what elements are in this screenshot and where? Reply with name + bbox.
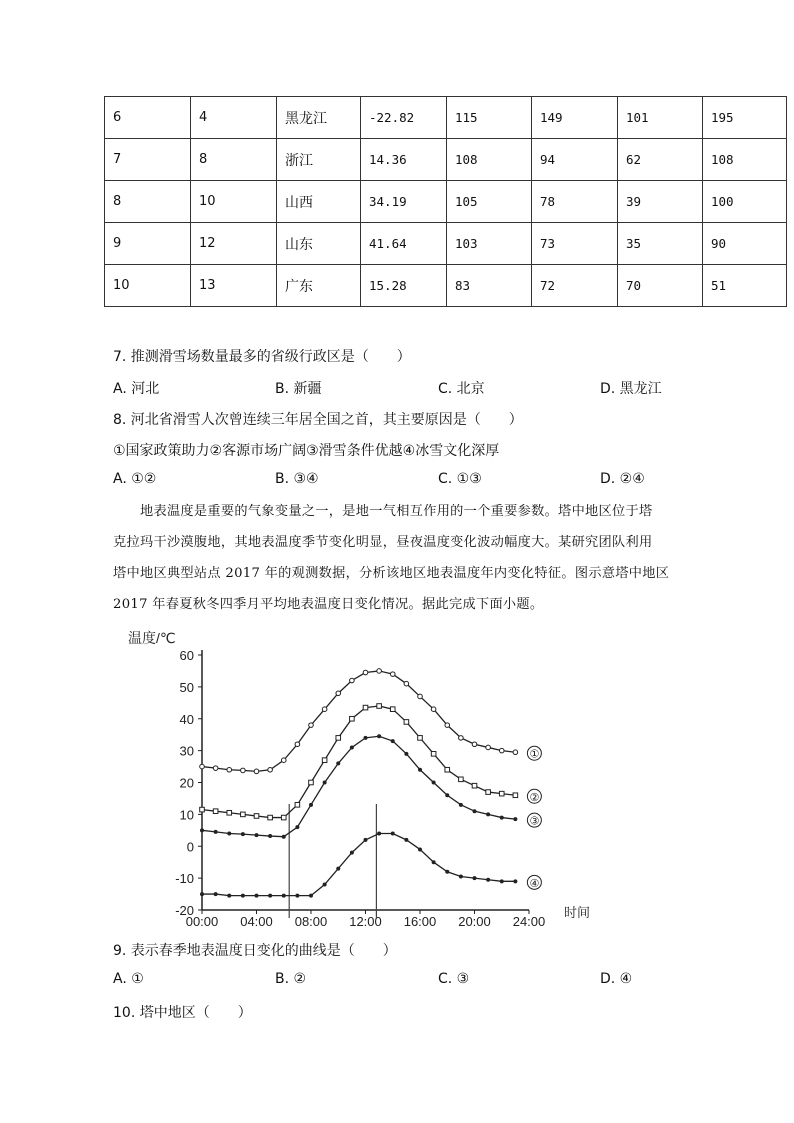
data-point <box>295 742 300 747</box>
data-point <box>377 669 382 674</box>
data-point <box>350 745 354 749</box>
data-point <box>241 812 246 817</box>
data-point <box>500 816 504 820</box>
x-tick-label: 12:00 <box>349 914 382 929</box>
table-cell: 黑龙江 <box>277 97 361 139</box>
table-cell: 108 <box>447 139 532 181</box>
data-point <box>459 875 463 879</box>
q7-option-a[interactable]: A. 河北 <box>113 381 160 397</box>
table-cell: 13 <box>191 265 277 307</box>
data-point <box>309 780 314 785</box>
table-cell: 8 <box>105 181 191 223</box>
q7-option-c[interactable]: C. 北京 <box>438 381 485 397</box>
table-cell: 12 <box>191 223 277 265</box>
x-tick-label: 24:00 <box>512 914 546 929</box>
series-label: ④ <box>529 877 540 890</box>
data-point <box>472 783 477 788</box>
data-point <box>268 834 272 838</box>
table-row <box>105 139 787 181</box>
data-point <box>350 716 355 721</box>
table-cell: 62 <box>618 139 703 181</box>
data-point <box>364 736 368 740</box>
data-point <box>281 815 286 820</box>
q8-option-d[interactable]: D. ②④ <box>600 471 645 487</box>
x-tick-label: 00:00 <box>185 914 219 929</box>
data-point <box>432 781 436 785</box>
table-cell: 90 <box>703 223 787 265</box>
data-point <box>323 781 327 785</box>
q8-option-a[interactable]: A. ①② <box>113 471 157 487</box>
table-cell: 105 <box>447 181 532 223</box>
question-10-stem: 10. 塔中地区（ ） <box>113 1005 252 1021</box>
table-cell: 73 <box>532 223 618 265</box>
question-7-stem: 7. 推测滑雪场数量最多的省级行政区是（ ） <box>113 349 411 365</box>
data-point <box>445 793 449 797</box>
data-point <box>445 767 450 772</box>
table-cell: 39 <box>618 181 703 223</box>
data-point <box>472 742 477 747</box>
table-cell: 51 <box>703 265 787 307</box>
table-cell: 山东 <box>277 223 361 265</box>
q8-option-b[interactable]: B. ③④ <box>275 471 319 487</box>
q9-option-c[interactable]: C. ③ <box>438 971 470 987</box>
data-point <box>213 766 218 771</box>
data-point <box>431 752 436 757</box>
y-tick-label: 10 <box>179 807 194 823</box>
data-point <box>500 879 504 883</box>
data-point <box>322 707 327 712</box>
x-tick-label: 08:00 <box>294 914 328 929</box>
data-point <box>309 894 313 898</box>
data-point <box>432 860 436 864</box>
y-tick-label: 60 <box>179 648 194 663</box>
data-point <box>445 723 450 728</box>
data-point <box>322 758 327 763</box>
passage <box>113 496 693 620</box>
table-cell: 94 <box>532 139 618 181</box>
y-tick-label: 20 <box>179 775 194 791</box>
data-point <box>255 894 259 898</box>
data-point <box>364 838 368 842</box>
table-row <box>105 181 787 223</box>
series-label: ② <box>529 791 540 804</box>
data-point <box>282 835 286 839</box>
table-cell: 78 <box>532 181 618 223</box>
series-line <box>202 671 515 771</box>
question-8-stem: 8. 河北省滑雪人次曾连续三年居全国之首，其主要原因是（ ） <box>113 412 523 428</box>
data-point <box>227 894 231 898</box>
data-point <box>241 768 246 773</box>
data-point <box>418 736 423 741</box>
data-point <box>418 847 422 851</box>
q9-option-d[interactable]: D. ④ <box>600 971 633 987</box>
table-cell: 34.19 <box>361 181 447 223</box>
data-point <box>336 761 340 765</box>
q7-option-b[interactable]: B. 新疆 <box>275 381 322 397</box>
table-cell: 7 <box>105 139 191 181</box>
data-point <box>391 739 395 743</box>
series-line <box>202 706 515 818</box>
table-cell: 70 <box>618 265 703 307</box>
data-point <box>513 793 518 798</box>
y-tick-label: 40 <box>179 711 194 727</box>
data-point <box>295 825 299 829</box>
x-tick-label: 20:00 <box>458 914 491 929</box>
data-point <box>255 833 259 837</box>
y-tick-label: -20 <box>175 903 194 918</box>
y-axis-label: 温度/℃ <box>128 630 176 646</box>
data-point <box>241 832 245 836</box>
data-point <box>431 707 436 712</box>
data-point <box>200 807 205 812</box>
data-point <box>404 720 409 725</box>
q9-option-a[interactable]: A. ① <box>113 971 144 987</box>
data-point <box>309 723 314 728</box>
table-cell: 149 <box>532 97 618 139</box>
data-point <box>363 705 368 710</box>
table-cell: 103 <box>447 223 532 265</box>
data-point <box>473 809 477 813</box>
passage-line: 地表温度是重要的气象变量之一，是地一气相互作用的一个重要参数。塔中地区位于塔 <box>113 504 653 519</box>
data-point <box>336 691 341 696</box>
q8-option-c[interactable]: C. ①③ <box>438 471 482 487</box>
table-row <box>105 97 787 139</box>
data-point <box>350 678 355 683</box>
data-point <box>323 883 327 887</box>
data-point <box>377 704 382 709</box>
data-point <box>459 803 463 807</box>
table-cell: 6 <box>105 97 191 139</box>
passage-line: 2017 年春夏秋冬四季月平均地表温度日变化情况。据此完成下面小题。 <box>113 597 544 612</box>
data-point <box>268 767 273 772</box>
series-line <box>202 736 515 836</box>
passage-line: 克拉玛干沙漠腹地，其地表温度季节变化明显，昼夜温度变化波动幅度大。某研究团队利用 <box>113 535 653 550</box>
table-cell: 9 <box>105 223 191 265</box>
table-cell: 72 <box>532 265 618 307</box>
data-point <box>499 791 504 796</box>
table-cell: -22.82 <box>361 97 447 139</box>
data-point <box>282 894 286 898</box>
series-2 <box>200 704 542 820</box>
q7-option-d[interactable]: D. 黑龙江 <box>600 381 662 397</box>
data-point <box>459 736 464 741</box>
table-cell: 83 <box>447 265 532 307</box>
x-tick-label: 16:00 <box>403 914 437 929</box>
temperature-chart <box>112 624 612 930</box>
y-tick-label: 30 <box>179 743 194 759</box>
series-label: ① <box>529 748 540 761</box>
data-point <box>513 879 517 883</box>
data-point <box>499 748 504 753</box>
data-point <box>214 830 218 834</box>
data-point <box>227 810 232 815</box>
data-point <box>404 681 409 686</box>
data-table <box>104 96 787 307</box>
table-cell: 浙江 <box>277 139 361 181</box>
table-cell: 10 <box>191 181 277 223</box>
question-8-statements: ①国家政策助力②客源市场广阔③滑雪条件优越④冰雪文化深厚 <box>113 443 500 459</box>
y-tick-label: 0 <box>186 839 194 855</box>
data-point <box>473 876 477 880</box>
table-cell: 8 <box>191 139 277 181</box>
data-point <box>227 832 231 836</box>
data-point <box>404 838 408 842</box>
data-point <box>268 894 272 898</box>
table-cell: 41.64 <box>361 223 447 265</box>
data-point <box>513 750 518 755</box>
data-point <box>459 777 464 782</box>
data-point <box>336 736 341 741</box>
table-cell: 4 <box>191 97 277 139</box>
table-cell: 15.28 <box>361 265 447 307</box>
data-point <box>445 870 449 874</box>
table-cell: 195 <box>703 97 787 139</box>
data-point <box>390 672 395 677</box>
data-point <box>486 745 491 750</box>
data-point <box>200 828 204 832</box>
table-cell: 广东 <box>277 265 361 307</box>
series-1 <box>200 669 542 774</box>
x-tick-label: 04:00 <box>240 914 273 929</box>
table-cell: 山西 <box>277 181 361 223</box>
data-point <box>254 814 259 819</box>
data-point <box>391 832 395 836</box>
data-point <box>418 694 423 699</box>
data-point <box>254 769 259 774</box>
data-point <box>390 707 395 712</box>
data-point <box>377 832 381 836</box>
data-point <box>486 812 490 816</box>
data-point <box>486 878 490 882</box>
data-point <box>513 817 517 821</box>
data-point <box>336 867 340 871</box>
data-point <box>363 670 368 675</box>
table-cell: 14.36 <box>361 139 447 181</box>
table-cell: 108 <box>703 139 787 181</box>
data-point <box>295 803 300 808</box>
data-point <box>268 815 273 820</box>
data-point <box>213 809 218 814</box>
data-point <box>241 894 245 898</box>
x-axis-label: 时间 <box>564 905 591 920</box>
data-point <box>227 767 232 772</box>
data-point <box>200 764 205 769</box>
data-point <box>200 892 204 896</box>
series-line <box>202 834 515 896</box>
q9-option-b[interactable]: B. ② <box>275 971 307 987</box>
series-4 <box>200 832 541 898</box>
data-point <box>350 851 354 855</box>
table-cell: 115 <box>447 97 532 139</box>
table-cell: 10 <box>105 265 191 307</box>
y-tick-label: -10 <box>175 871 194 887</box>
data-point <box>295 894 299 898</box>
data-point <box>214 892 218 896</box>
data-point <box>281 758 286 763</box>
table-cell: 101 <box>618 97 703 139</box>
table-row <box>105 223 787 265</box>
table-cell: 100 <box>703 181 787 223</box>
table-cell: 35 <box>618 223 703 265</box>
question-9-stem: 9. 表示春季地表温度日变化的曲线是（ ） <box>113 943 397 959</box>
table-row <box>105 265 787 307</box>
data-point <box>486 790 491 795</box>
y-tick-label: 50 <box>179 679 194 695</box>
passage-line: 塔中地区典型站点 2017 年的观测数据，分析该地区地表温度年内变化特征。图示意塔中地区 <box>113 566 670 581</box>
series-label: ③ <box>529 815 540 828</box>
series-3 <box>200 734 541 838</box>
data-point <box>404 752 408 756</box>
data-point <box>309 803 313 807</box>
data-point <box>377 734 381 738</box>
data-point <box>418 768 422 772</box>
